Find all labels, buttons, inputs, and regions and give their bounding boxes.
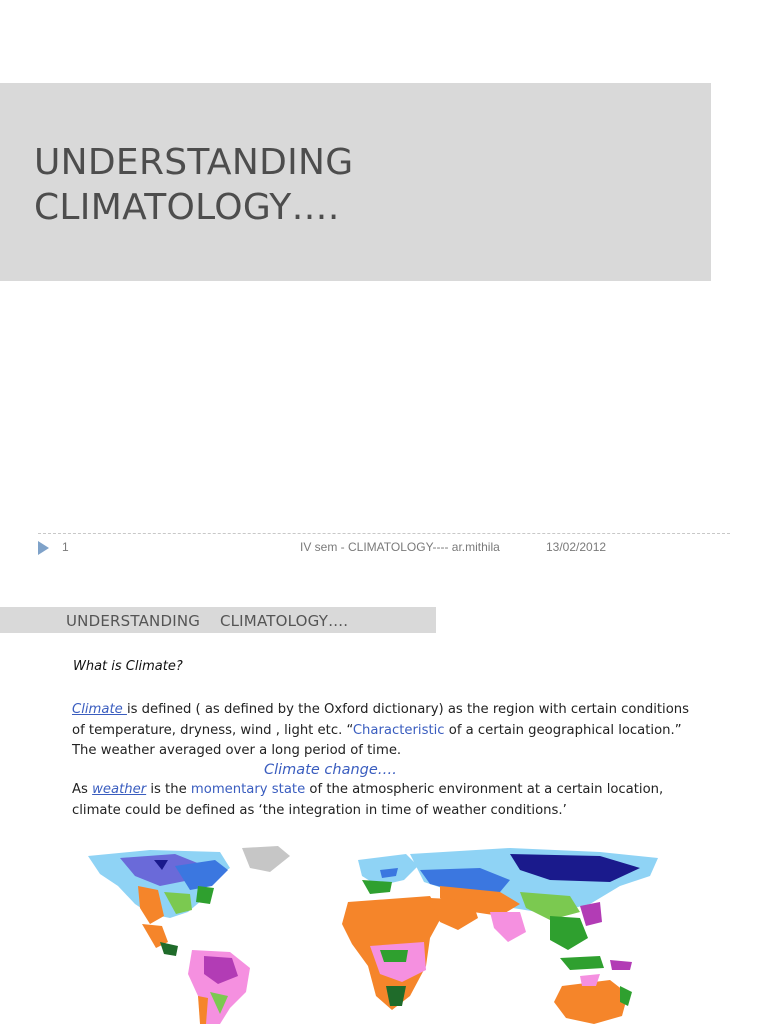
climate-link[interactable]: Climate <box>72 702 127 717</box>
climate-change-subheading: Climate change…. <box>264 762 397 778</box>
climate-definition-paragraph <box>72 700 702 762</box>
characteristic-highlight: Characteristic <box>352 722 445 738</box>
slide-page-number: 1 <box>62 540 69 554</box>
weather-lead: As <box>72 782 93 797</box>
footer-divider <box>38 533 730 534</box>
weather-paragraph <box>72 780 702 821</box>
world-climate-map-image <box>80 846 680 1024</box>
definition-text-a: is defined ( as defined by the Oxford dictionary) as the region with certain conditions of temperature, dryness, wind , light etc. “ <box>72 702 689 738</box>
weather-text-a: is the <box>146 782 191 797</box>
slide-title <box>34 140 674 230</box>
play-arrow-icon <box>38 541 49 555</box>
slide-title-line1: UNDERSTANDING <box>34 142 354 183</box>
weather-text-b: of the atmospheric environment at a certain location, climate could be defined as ‘the integration in time of weather conditions.’ <box>72 782 664 818</box>
definition-text-b: of a certain geographical location.” The weather averaged over a long period of time. <box>72 722 682 758</box>
slide-footer-text: IV sem - CLIMATOLOGY---- ar.mithila <box>300 540 500 554</box>
weather-link[interactable]: weather <box>92 782 147 797</box>
slide-footer-date: 13/02/2012 <box>546 540 607 554</box>
momentary-state-highlight: momentary state <box>190 782 306 797</box>
slide-title-line2: CLIMATOLOGY…. <box>34 187 340 228</box>
section-heading: UNDERSTANDING CLIMATOLOGY…. <box>66 612 349 630</box>
question-heading: What is Climate? <box>73 659 183 674</box>
